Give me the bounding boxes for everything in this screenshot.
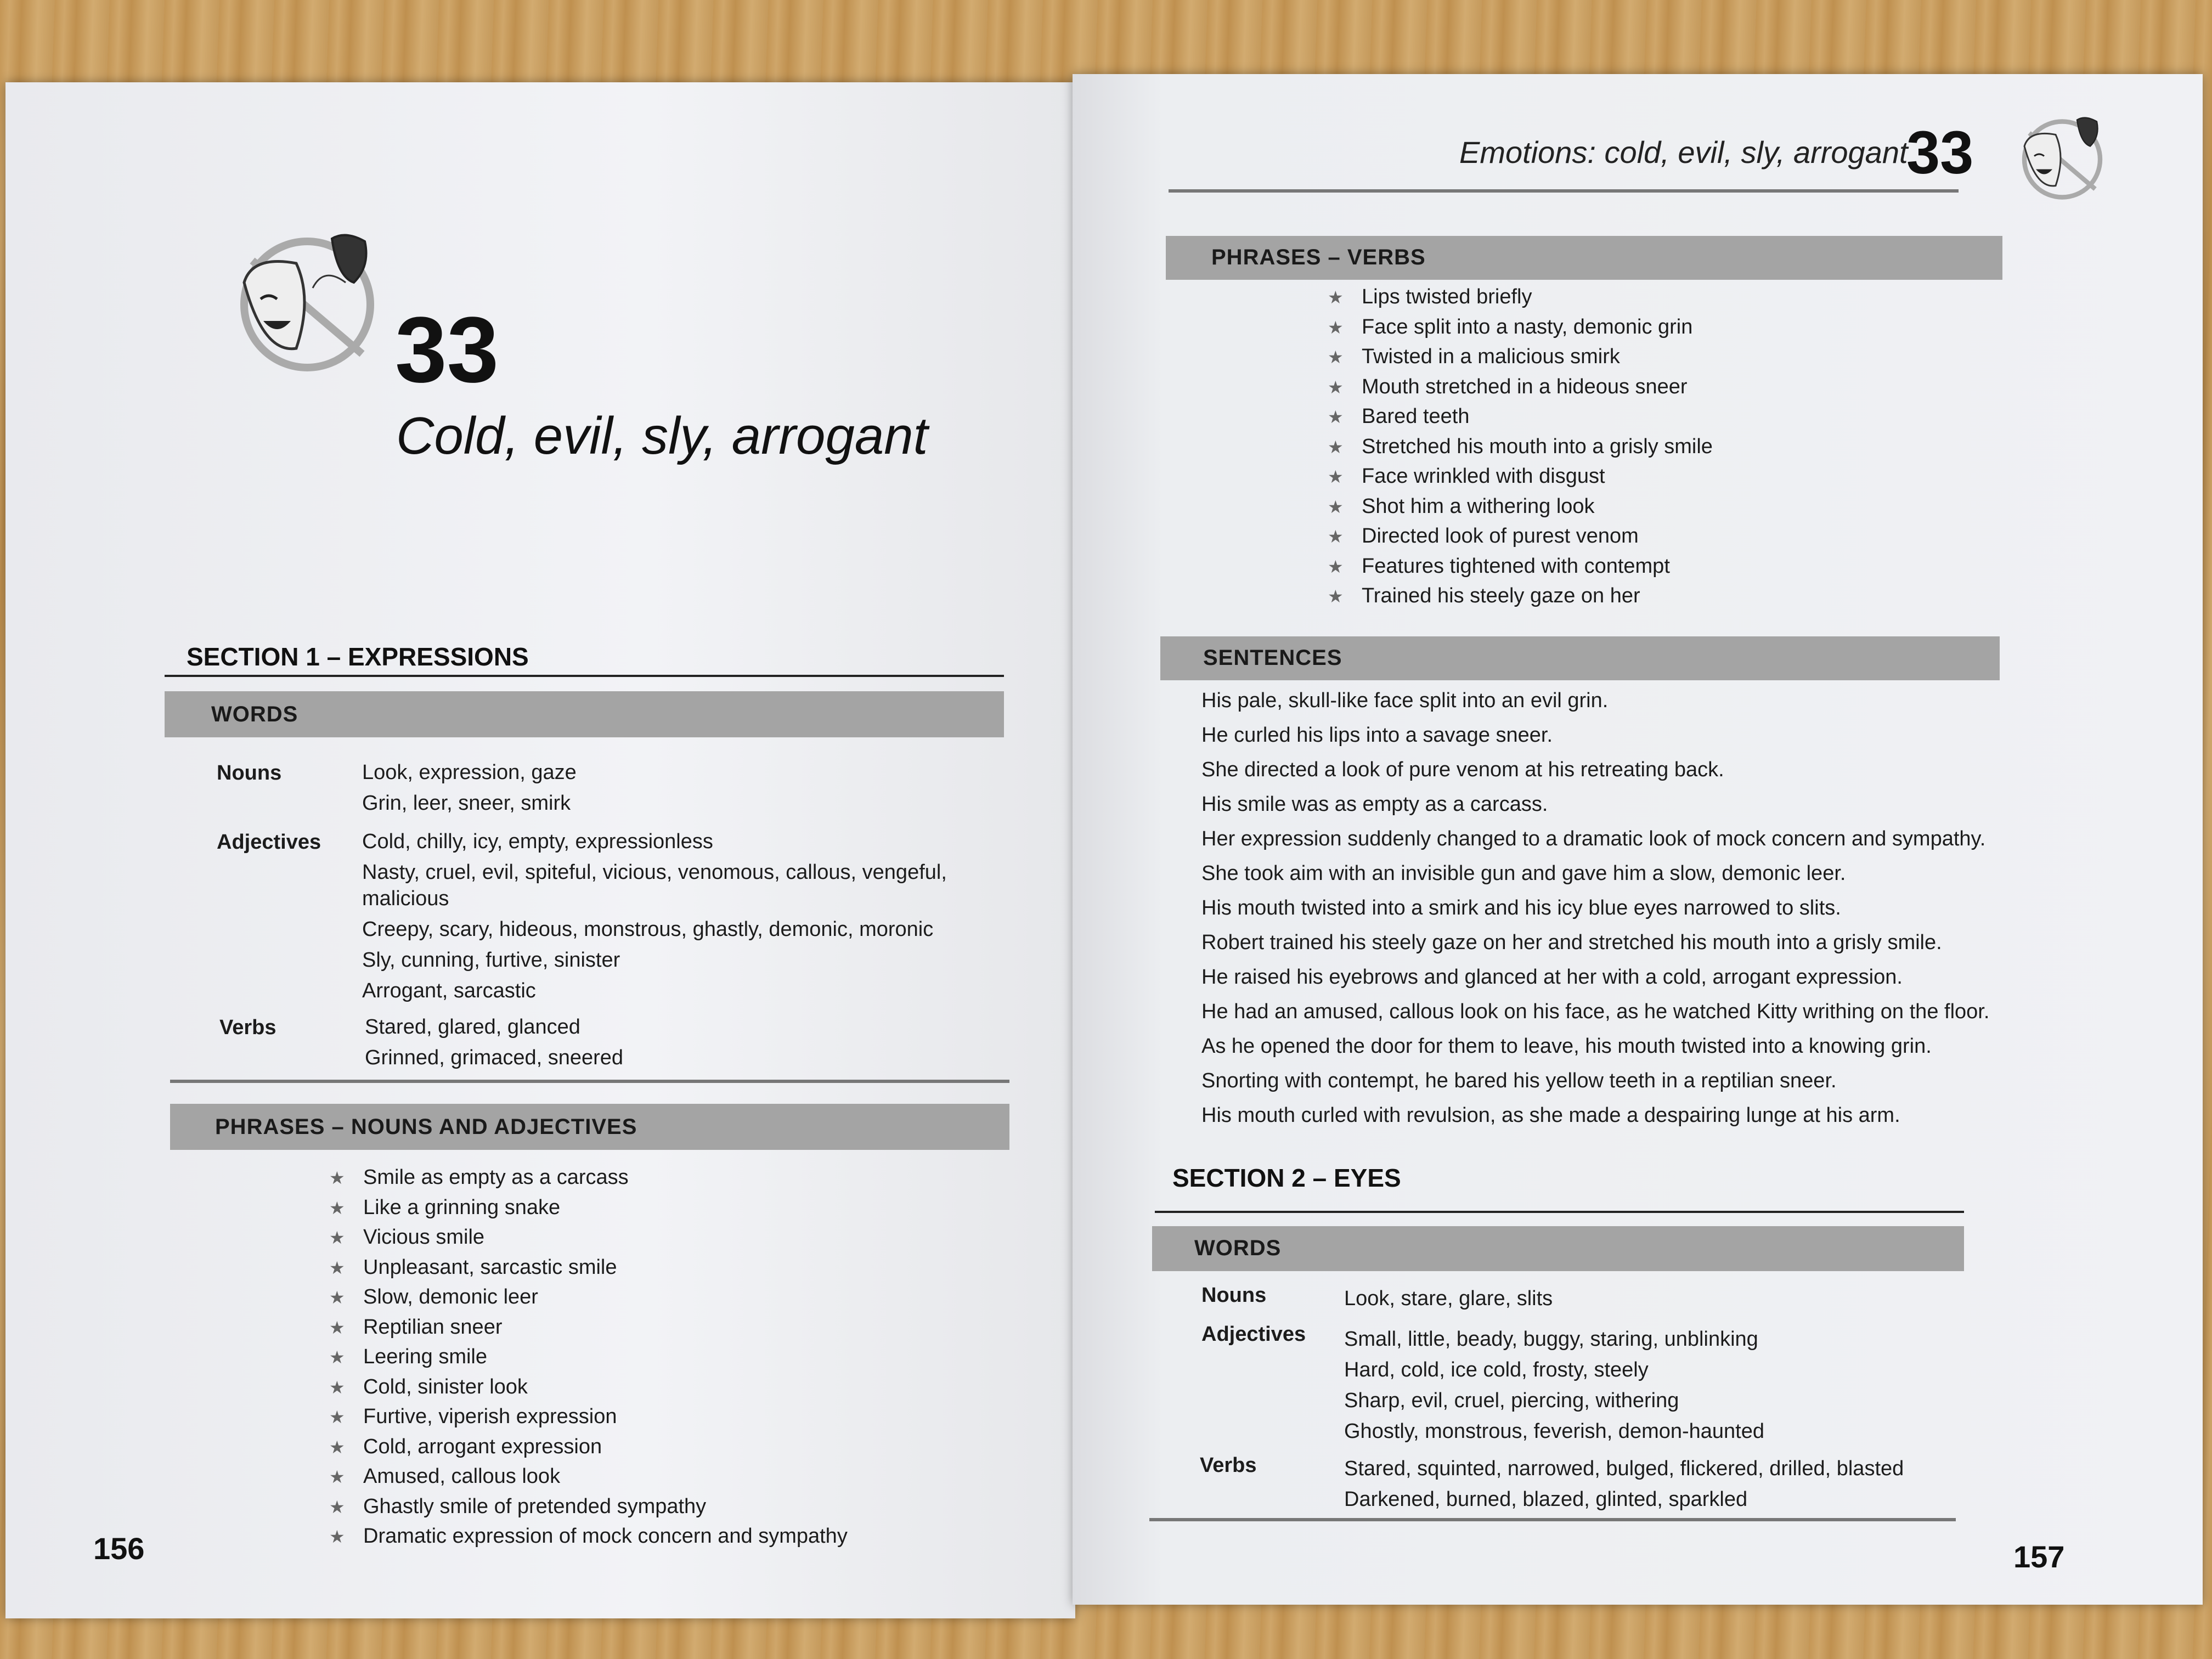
list-item: ★ Trained his steely gaze on her [1328,584,1640,608]
star-icon: ★ [329,1467,345,1487]
adjectives-right-line-3: Sharp, evil, cruel, piercing, withering [1344,1389,1679,1412]
list-item: ★ Cold, arrogant expression [329,1435,602,1458]
sentence-13: His mouth curled with revulsion, as she made a despairing lunge at his arm. [1201,1104,1900,1127]
phrases-list [329,1163,848,1552]
sentence-11: As he opened the door for them to leave, his mouth twisted into a knowing grin. [1201,1035,1932,1058]
star-icon: ★ [329,1168,345,1188]
list-item: ★ Lips twisted briefly [1328,285,1532,309]
adjectives-line-2: Nasty, cruel, evil, spiteful, vicious, venomous, callous, vengeful, [362,861,947,884]
nouns-right-line-1: Look, stare, glare, slits [1344,1287,1553,1310]
words-bar-right-label: WORDS [1194,1236,1282,1260]
section2-rule [1155,1211,1964,1213]
page-number-right: 157 [2013,1539,2065,1574]
star-icon: ★ [329,1198,345,1218]
sentence-5: Her expression suddenly changed to a dramatic look of mock concern and sympathy. [1201,827,1986,850]
star-icon: ★ [1328,377,1344,397]
star-icon: ★ [1328,347,1344,368]
sentence-6: She took aim with an invisible gun and gave him a slow, demonic leer. [1201,862,1846,885]
verbs-label: Verbs [219,1016,276,1039]
star-icon: ★ [329,1377,345,1397]
star-icon: ★ [1328,527,1344,547]
list-item: ★ Ghastly smile of pretended sympathy [329,1494,707,1518]
list-item: ★ Face wrinkled with disgust [1328,465,1605,488]
left-page [5,82,1075,1618]
verbs-line-1: Stared, glared, glanced [365,1015,580,1039]
list-item: ★ Dramatic expression of mock concern and sympathy [329,1525,848,1548]
chapter-title: Cold, evil, sly, arrogant [396,407,928,465]
adjectives-label: Adjectives [217,831,321,854]
adjectives-line-1: Cold, chilly, icy, empty, expressionless [362,830,713,853]
words-right-end-rule [1149,1518,1956,1521]
section2-title: SECTION 2 – EYES [1172,1164,1401,1192]
verbs-label-right: Verbs [1200,1454,1257,1477]
words-bar-label: WORDS [211,702,298,726]
phrases-verbs-bar-label: PHRASES – VERBS [1211,245,1426,269]
sentence-12: Snorting with contempt, he bared his yellow teeth in a reptilian sneer. [1201,1069,1837,1092]
star-icon: ★ [1328,407,1344,427]
adjectives-line-4: Creepy, scary, hideous, monstrous, ghastly, demonic, moronic [362,918,934,941]
nouns-label: Nouns [217,761,282,785]
list-item: ★ Shot him a withering look [1328,494,1595,518]
list-item: ★ Bared teeth [1328,405,1470,428]
list-item: ★ Smile as empty as a carcass [329,1166,629,1189]
verbs-line-2: Grinned, grimaced, sneered [365,1046,624,1069]
star-icon: ★ [1328,467,1344,487]
star-icon: ★ [329,1497,345,1517]
theatre-masks-icon [230,222,395,381]
list-item: ★ Furtive, viperish expression [329,1405,617,1429]
star-icon: ★ [329,1437,345,1457]
words-end-rule [170,1080,1009,1083]
list-item: ★ Amused, callous look [329,1465,561,1488]
verbs-right-line-1: Stared, squinted, narrowed, bulged, flickered, drilled, blasted [1344,1457,1904,1480]
verbs-right-line-2: Darkened, burned, blazed, glinted, sparkled [1344,1488,1748,1511]
list-item: ★ Slow, demonic leer [329,1285,538,1309]
sentence-10: He had an amused, callous look on his face, as he watched Kitty writhing on the floor. [1201,1000,1990,1023]
list-item: ★ Reptilian sneer [329,1315,503,1339]
list-item: ★ Stretched his mouth into a grisly smile [1328,435,1713,458]
list-item: ★ Twisted in a malicious smirk [1328,345,1620,369]
header-rule [1169,189,1959,193]
star-icon: ★ [329,1288,345,1308]
star-icon: ★ [329,1317,345,1338]
adjectives-right-line-2: Hard, cold, ice cold, frosty, steely [1344,1358,1649,1381]
list-item: ★ Like a grinning snake [329,1195,561,1219]
star-icon: ★ [329,1228,345,1248]
section1-title: SECTION 1 – EXPRESSIONS [187,642,529,671]
adjectives-right-line-4: Ghostly, monstrous, feverish, demon-haunted [1344,1420,1765,1443]
sentence-8: Robert trained his steely gaze on her and stretched his mouth into a grisly smile. [1201,931,1942,954]
sentence-4: His smile was as empty as a carcass. [1201,793,1548,816]
running-header-number: 33 [1906,119,1974,187]
right-page [1073,74,2203,1605]
adjectives-line-3: malicious [362,887,449,910]
nouns-line-2: Grin, leer, sneer, smirk [362,792,571,815]
sentence-9: He raised his eyebrows and glanced at her with a cold, arrogant expression. [1201,966,1903,989]
star-icon: ★ [1328,437,1344,457]
list-item: ★ Directed look of purest venom [1328,524,1639,548]
star-icon: ★ [1328,556,1344,577]
star-icon: ★ [1328,586,1344,607]
star-icon: ★ [329,1407,345,1427]
star-icon: ★ [1328,287,1344,308]
running-header-title: Emotions: cold, evil, sly, arrogant [1459,135,1908,170]
list-item: ★ Cold, sinister look [329,1375,528,1398]
section1-rule [165,675,1004,677]
list-item: ★ Mouth stretched in a hideous sneer [1328,375,1688,398]
list-item: ★ Features tightened with contempt [1328,554,1670,578]
star-icon: ★ [329,1527,345,1547]
chapter-number: 33 [395,298,499,402]
adjectives-right-line-1: Small, little, beady, buggy, staring, unblinking [1344,1328,1758,1351]
phrases-verbs-list [1328,283,1713,612]
star-icon: ★ [329,1257,345,1278]
sentence-7: His mouth twisted into a smirk and his icy blue eyes narrowed to slits. [1201,896,1841,919]
phrases-bar-label: PHRASES – NOUNS AND ADJECTIVES [215,1115,637,1139]
nouns-label-right: Nouns [1201,1284,1267,1307]
sentence-2: He curled his lips into a savage sneer. [1201,724,1553,747]
adjectives-label-right: Adjectives [1201,1323,1306,1346]
list-item: ★ Leering smile [329,1345,487,1369]
list-item: ★ Vicious smile [329,1226,485,1249]
star-icon: ★ [1328,317,1344,337]
sentence-3: She directed a look of pure venom at his retreating back. [1201,758,1724,781]
sentence-1: His pale, skull-like face split into an evil grin. [1201,689,1609,712]
nouns-line-1: Look, expression, gaze [362,761,577,784]
list-item: ★ Unpleasant, sarcastic smile [329,1255,617,1279]
adjectives-line-6: Arrogant, sarcastic [362,979,536,1002]
page-number-left: 156 [93,1531,145,1566]
adjectives-line-5: Sly, cunning, furtive, sinister [362,949,620,972]
theatre-masks-icon [2016,110,2115,206]
list-item: ★ Face split into a nasty, demonic grin [1328,315,1693,338]
star-icon: ★ [1328,496,1344,517]
star-icon: ★ [329,1347,345,1368]
sentences-bar-label: SENTENCES [1203,646,1342,670]
